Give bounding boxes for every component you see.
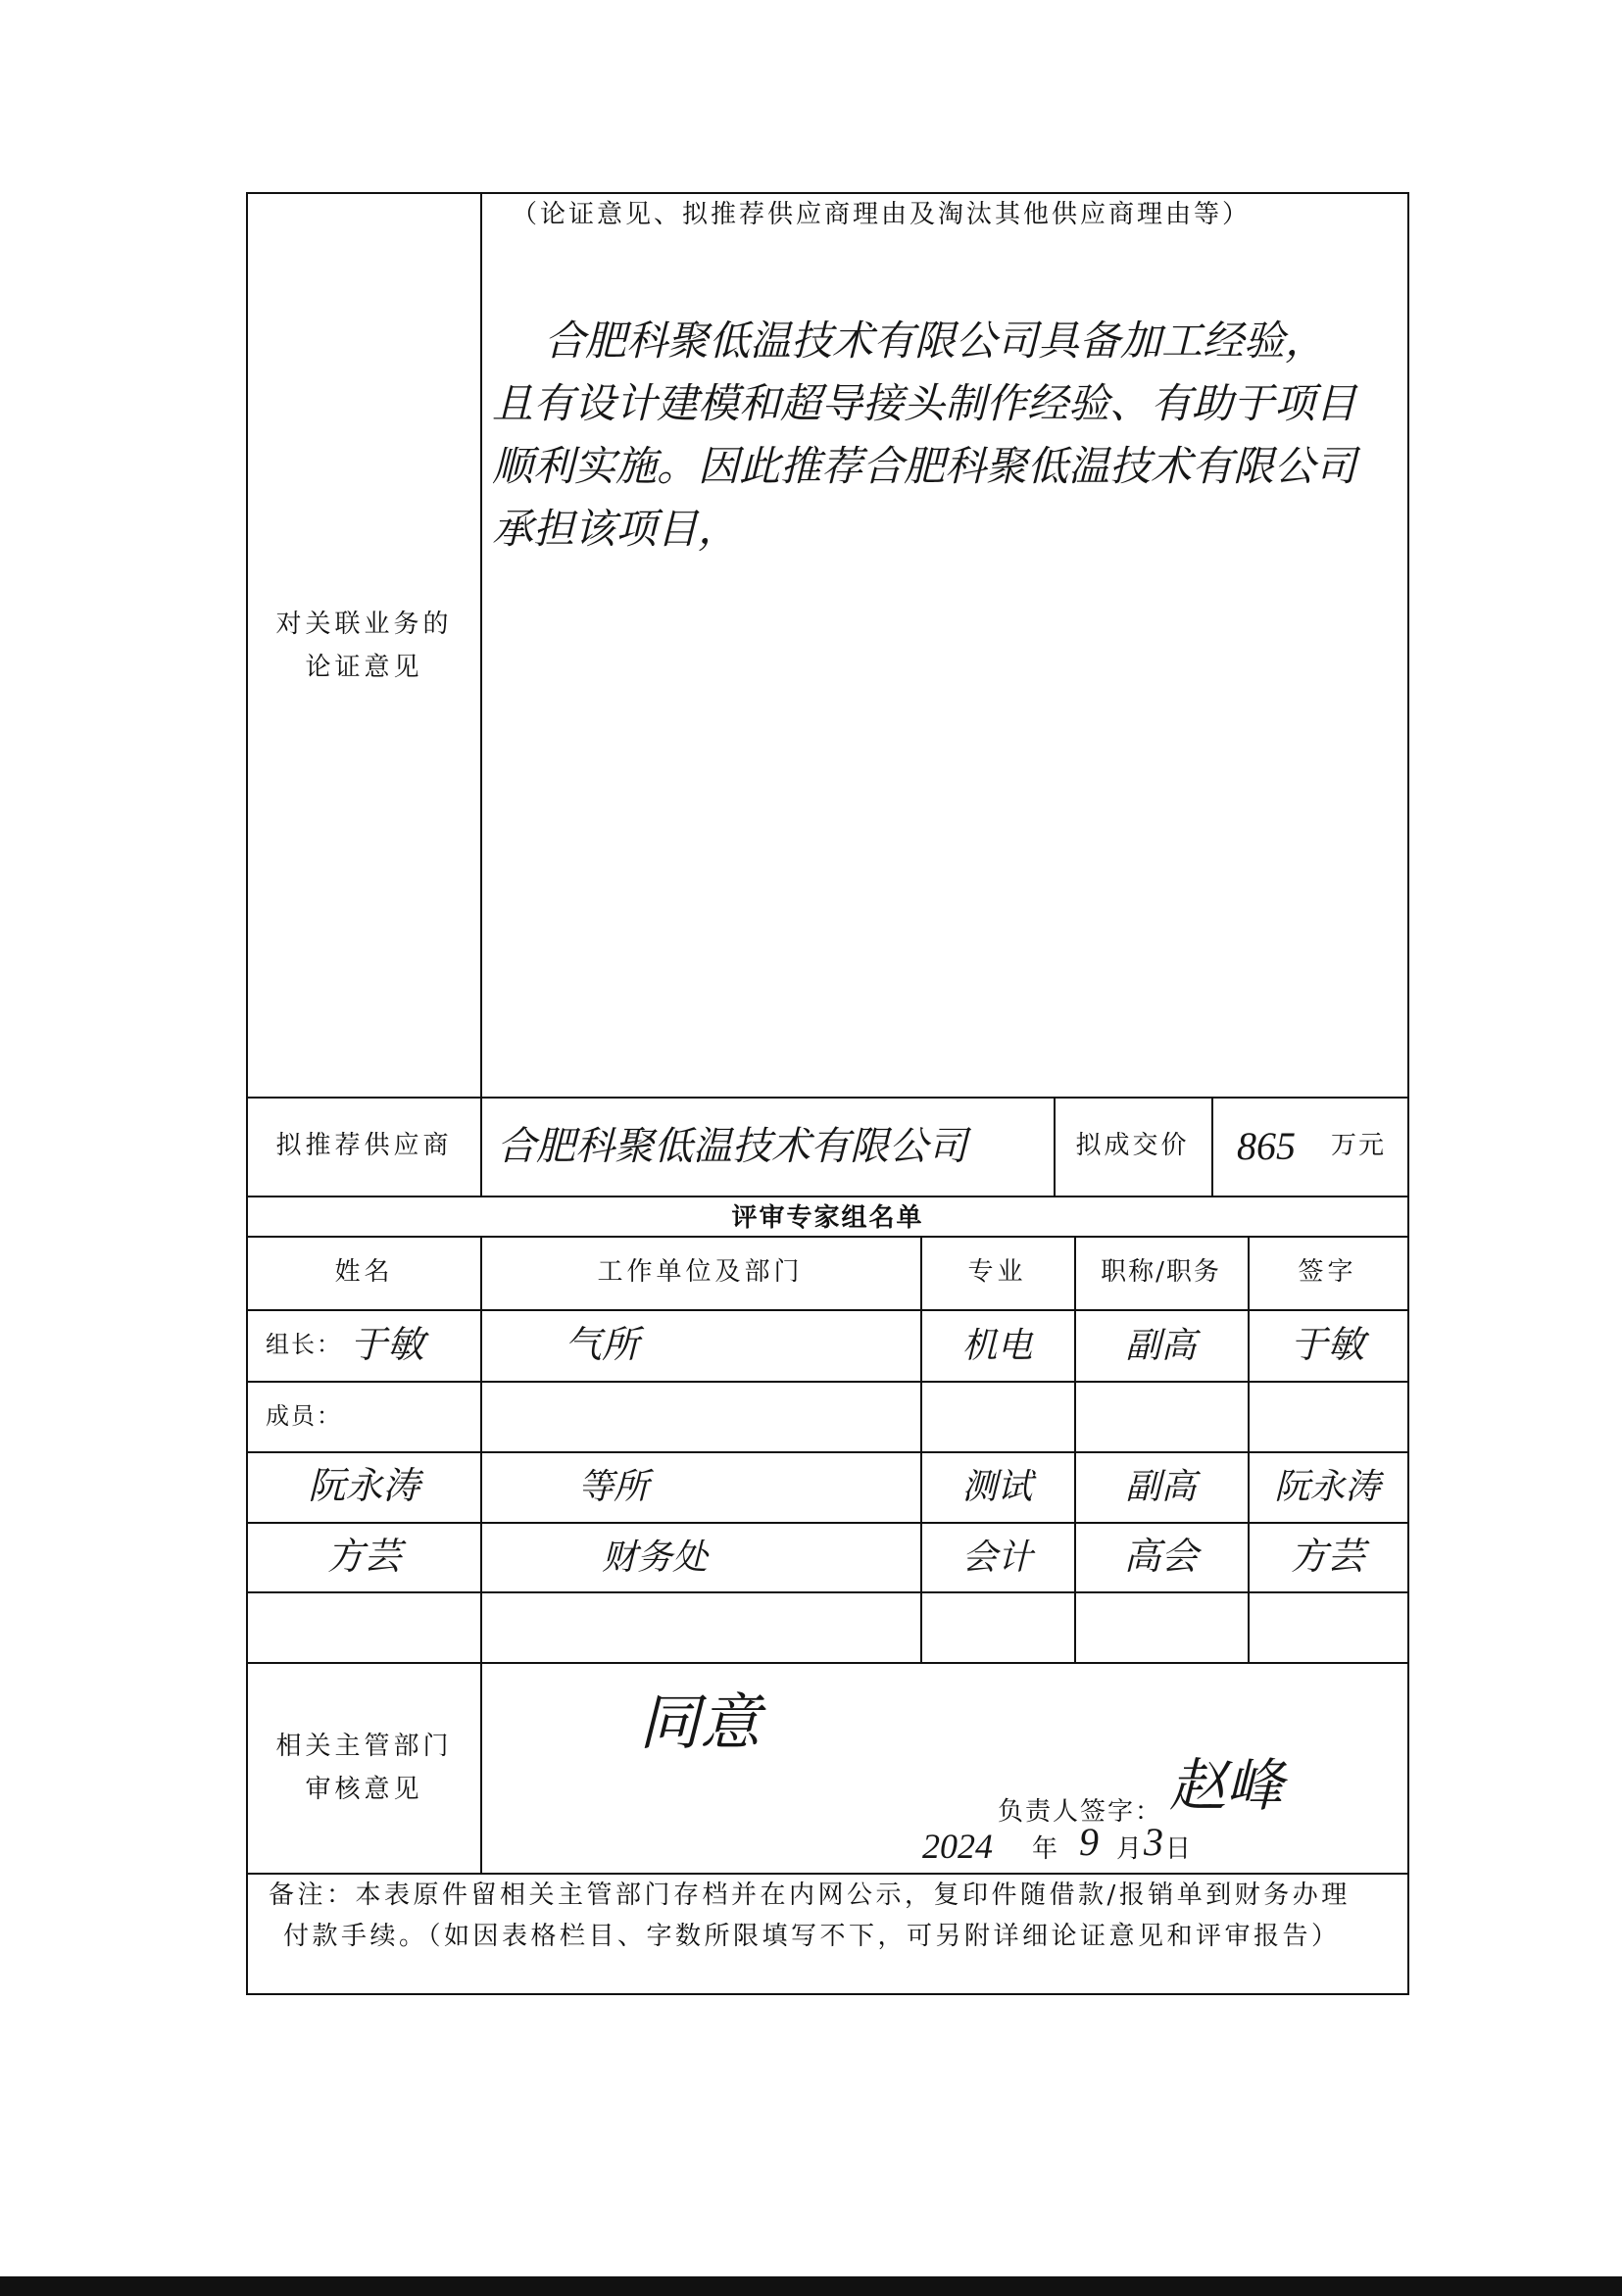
member-major: 测试 (961, 1467, 1033, 1506)
supplier-value-cell (480, 1097, 1054, 1196)
member-name: 方芸 (326, 1536, 402, 1578)
date-month-unit: 月 (1116, 1834, 1143, 1864)
leader-unit: 气所 (565, 1324, 640, 1366)
signer-label: 负责人签字： (998, 1797, 1163, 1827)
member-signature: 阮永涛 (1274, 1467, 1381, 1506)
review-form-table (246, 192, 1409, 1995)
price-unit: 万元 (1331, 1130, 1387, 1160)
grid-line (480, 194, 482, 1196)
leader-title: 副高 (1125, 1325, 1197, 1365)
supplier-value: 合肥科聚低温技术有限公司 (497, 1123, 967, 1168)
header-major: 专业 (967, 1256, 1027, 1287)
member-signature: 方芸 (1290, 1536, 1365, 1578)
supplier-label: 拟推荐供应商 (275, 1130, 453, 1160)
member-major: 会计 (961, 1537, 1033, 1577)
grid-line (248, 1591, 1407, 1593)
review-label-line: 审核意见 (305, 1774, 423, 1804)
rationale-label (248, 194, 480, 1097)
review-label (248, 1662, 480, 1873)
rationale-hint: （论证意见、拟推荐供应商理由及淘汰其他供应商理由等） (512, 200, 1252, 229)
rationale-label-line: 论证意见 (305, 652, 423, 682)
header-title: 职称/职务 (1101, 1256, 1221, 1287)
rationale-handwritten-line: 顺利实施。因此推荐合肥科聚低温技术有限公司 (492, 445, 1357, 490)
leader-signature: 于敏 (1290, 1324, 1365, 1366)
leader-name: 于敏 (350, 1324, 425, 1366)
member-unit: 财务处 (602, 1537, 709, 1577)
members-label: 成员： (266, 1401, 342, 1430)
date-month: 9 (1079, 1820, 1099, 1864)
member-name: 阮永涛 (308, 1466, 420, 1507)
members-label-cell (248, 1381, 480, 1451)
review-signature: 赵峰 (1169, 1754, 1284, 1818)
price-label: 拟成交价 (1075, 1130, 1190, 1160)
note-line: 备注：本表原件留相关主管部门存档并在内网公示，复印件随借款/报销单到财务办理 (269, 1881, 1351, 1910)
leader-label: 组长： (266, 1331, 342, 1359)
price-cell (1211, 1097, 1407, 1196)
rationale-label-line: 对关联业务的 (275, 609, 453, 639)
review-label-line: 相关主管部门 (275, 1731, 453, 1761)
date-day: 3 (1144, 1820, 1163, 1864)
leader-name-cell (248, 1309, 480, 1381)
member-title: 副高 (1125, 1467, 1197, 1506)
note-line: 付款手续。（如因表格栏目、字数所限填写不下，可另附详细论证意见和评审报告） (283, 1922, 1341, 1951)
grid-line (248, 1873, 1407, 1875)
rationale-handwritten-line: 合肥科聚低温技术有限公司具备加工经验， (544, 319, 1327, 365)
header-name: 姓名 (334, 1256, 394, 1287)
scan-edge-bar (0, 2276, 1622, 2296)
header-signature: 签字 (1298, 1256, 1357, 1287)
rationale-handwritten-line: 且有设计建模和超导接头制作经验、有助于项目 (492, 382, 1357, 427)
date-year-unit: 年 (1032, 1834, 1058, 1864)
review-opinion: 同意 (639, 1690, 762, 1757)
price-value: 865 (1237, 1123, 1296, 1168)
date-year: 2024 (922, 1827, 993, 1866)
member-title: 高会 (1123, 1536, 1199, 1578)
leader-major: 机电 (961, 1325, 1033, 1365)
header-unit: 工作单位及部门 (597, 1256, 804, 1287)
experts-title: 评审专家组名单 (731, 1203, 924, 1233)
member-unit: 等所 (578, 1467, 650, 1506)
rationale-handwritten-line: 承担该项目， (492, 508, 740, 553)
date-day-unit: 日 (1165, 1834, 1192, 1864)
